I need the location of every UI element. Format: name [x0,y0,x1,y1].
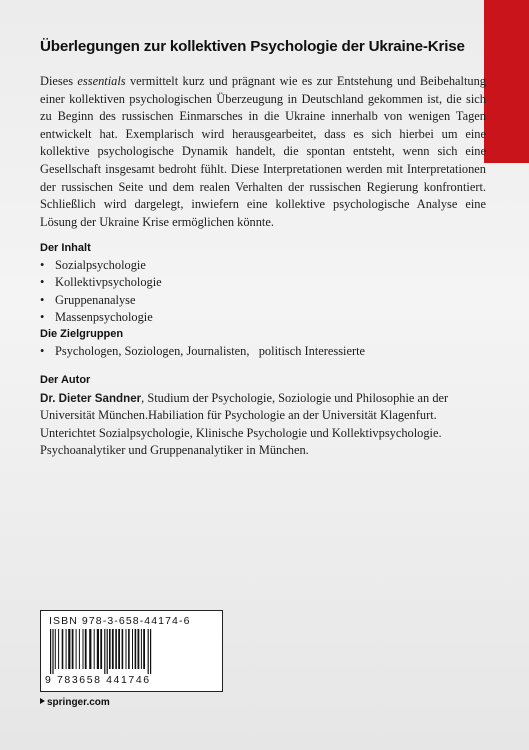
abstract-body: vermittelt kurz und prägnant wie es zur Entstehung und Beibehaltung einer kollektiven psychologischen Überzeugung in Deutschland gekommen ist, die sich zu Beginn des russischen Einmarsches in die Ukraine innerhalb von wenigen Tagen entwickelt hat. Exemplarisch wird herausgearbeitet, dass es sich hierbei um eine kollektive psychologische Dynamik handelt, die spontan entsteht, wenn sich eine Gesellschaft insgesamt bedroht fühlt. Diese Interpretationen werden mit Interpretationen der russischen Seite und dem realen Verhalten der russischen Regierung konfrontiert. Schließlich wird dargelegt, inwiefern eine kollektive psychologische Analyse eine Lösung der Ukraine Krise ermöglichen könnte. [40,74,486,229]
publisher-website-text: springer.com [47,697,110,708]
inhalt-list [40,257,162,327]
publisher-website [40,697,110,708]
list-item: • Kollektivpsychologie [40,274,162,291]
arrow-icon [40,698,45,704]
list-item: • Gruppenanalyse [40,292,162,309]
red-accent-tab [484,0,529,163]
isbn-barcode-box [40,610,223,692]
autor-heading: Der Autor [40,374,91,386]
barcode-icon [48,629,214,674]
zielgruppen-list [40,343,365,360]
barcode-digits: 9 783658 441746 [45,674,151,686]
author-bio [40,390,486,460]
zielgruppen-heading: Die Zielgruppen [40,328,124,340]
author-bio-text: , Studium der Psychologie, Soziologie und Philosophie an der Universität München.Habiliation für Psychologie an der Universität Klagenfurt. Unterichtet Sozialpsychologie, Klinische Psychologie und Kollektivpsychologie. Psychoanalytiker und Gruppenanalytiker in München. [40,391,449,458]
inhalt-heading: Der Inhalt [40,242,91,254]
list-item: • Psychologen, Soziologen, Journalisten, politisch Interessierte [40,343,365,360]
list-item: • Massenpsychologie [40,309,162,326]
abstract-italic: essentials [77,74,126,88]
isbn-label: ISBN 978-3-658-44174-6 [49,615,191,627]
book-title: Überlegungen zur kollektiven Psychologie der Ukraine-Krise [40,38,465,55]
abstract-text [40,73,486,231]
list-item: • Sozialpsychologie [40,257,162,274]
abstract-prefix: Dieses [40,74,78,88]
author-name: Dr. Dieter Sandner [40,392,142,405]
